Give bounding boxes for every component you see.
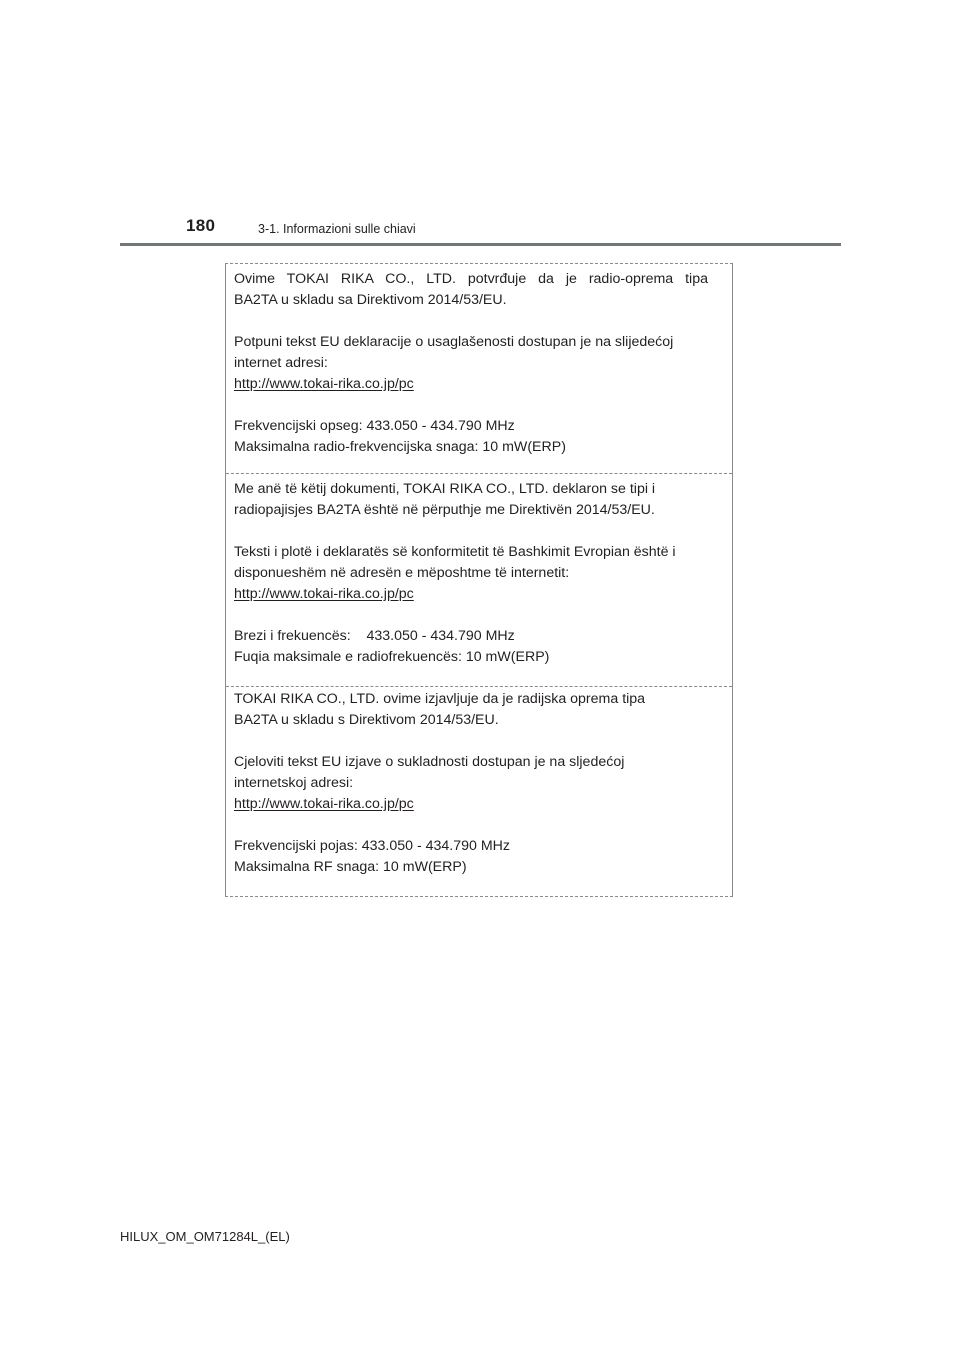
declaration-url-link[interactable]: http://www.tokai-rika.co.jp/pc <box>234 796 414 812</box>
specs-paragraph <box>234 836 708 878</box>
declaration-bosnian <box>226 269 732 458</box>
fulltext-line: internetskoj adresi: <box>234 775 354 791</box>
section-divider <box>226 686 732 687</box>
statement-paragraph <box>234 269 708 311</box>
declaration-url-link[interactable]: http://www.tokai-rika.co.jp/pc <box>234 376 414 392</box>
specs-paragraph <box>234 416 708 458</box>
header-rule <box>120 243 841 246</box>
max-power: Maksimalna RF snaga: 10 mW(ERP) <box>234 859 467 875</box>
section-divider <box>226 473 732 474</box>
specs-paragraph <box>234 626 708 668</box>
page-number: 180 <box>186 216 216 235</box>
fulltext-line: disponueshëm në adresën e mëposhtme të internetit: <box>234 565 570 581</box>
declaration-albanian <box>226 479 732 668</box>
section-title: 3-1. Informazioni sulle chiavi <box>258 222 416 236</box>
declaration-croatian <box>226 689 732 878</box>
statement-paragraph <box>234 479 708 521</box>
fulltext-line: internet adresi: <box>234 355 328 371</box>
statement-line: Me anë të këtij dokumenti, TOKAI RIKA CO., LTD. deklaron se tipi i <box>234 481 656 497</box>
frequency-range: Brezi i frekuencës: 433.050 - 434.790 MHz <box>234 628 515 644</box>
statement-line: BA2TA u skladu sa Direktivom 2014/53/EU. <box>234 292 507 308</box>
fulltext-paragraph <box>234 332 708 395</box>
max-power: Fuqia maksimale e radiofrekuencës: 10 mW(ERP) <box>234 649 550 665</box>
statement-line: TOKAI RIKA CO., LTD. ovime izjavljuje da je radijska oprema tipa <box>234 691 646 707</box>
declaration-box <box>225 263 733 897</box>
fulltext-line: Potpuni tekst EU deklaracije o usaglašenosti dostupan je na slijedećoj <box>234 334 674 350</box>
statement-line: radiopajisjes BA2TA është në përputhje me Direktivën 2014/53/EU. <box>234 502 655 518</box>
fulltext-paragraph <box>234 752 708 815</box>
fulltext-line: Teksti i plotë i deklaratës së konformitetit të Bashkimit Evropian është i <box>234 544 676 560</box>
declaration-url-link[interactable]: http://www.tokai-rika.co.jp/pc <box>234 586 414 602</box>
statement-line: Ovime TOKAI RIKA CO., LTD. potvrđuje da je radio-oprema tipa <box>234 271 708 287</box>
statement-line: BA2TA u skladu s Direktivom 2014/53/EU. <box>234 712 499 728</box>
statement-paragraph <box>234 689 708 731</box>
frequency-range: Frekvencijski pojas: 433.050 - 434.790 MHz <box>234 838 511 854</box>
max-power: Maksimalna radio-frekvencijska snaga: 10 mW(ERP) <box>234 439 566 455</box>
fulltext-line: Cjeloviti tekst EU izjave o sukladnosti dostupan je na sljedećoj <box>234 754 625 770</box>
fulltext-paragraph <box>234 542 708 605</box>
frequency-range: Frekvencijski opseg: 433.050 - 434.790 MHz <box>234 418 515 434</box>
document-code: HILUX_OM_OM71284L_(EL) <box>120 1229 290 1244</box>
